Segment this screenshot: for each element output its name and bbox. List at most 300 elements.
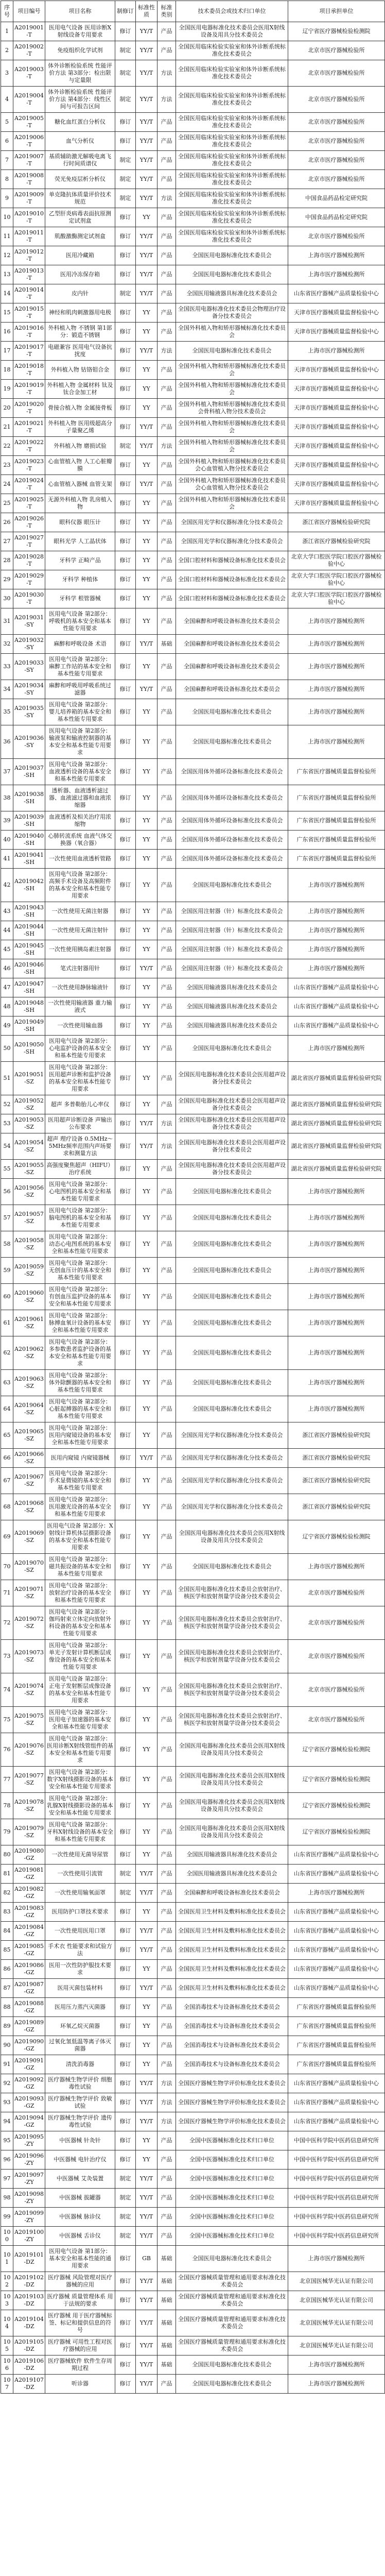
cell-index: 85 [1, 1941, 13, 1960]
cell-revision-type: 修订 [115, 635, 136, 654]
cell-undertaking-unit: 浙江省医疗器械检验研究院 [288, 1468, 385, 1494]
cell-index: 88 [1, 1998, 13, 2017]
cell-technical-committee: 全国医用电器标准化技术委员会 [176, 1179, 288, 1205]
table-row [1, 902, 385, 921]
cell-technical-committee: 全国外科植入物和矫形器械标准化技术委员会心血管植入物分技术委员会 [176, 456, 288, 475]
cell-standard-nature: YY/T [136, 41, 157, 60]
cell-technical-committee: 全国外科植入物和矫形器械标准化技术委员会 [176, 380, 288, 399]
cell-standard-category: 产品 [157, 1095, 176, 1114]
cell-revision-type: 修订 [115, 132, 136, 151]
cell-index: 69 [1, 1520, 13, 1554]
cell-revision-type: 修订 [115, 1640, 136, 1673]
cell-undertaking-unit: 浙江省医疗器械检验研究院 [288, 1494, 385, 1520]
cell-project-code: A2019006-T [13, 132, 45, 151]
table-row [1, 246, 385, 265]
table-row [1, 2208, 385, 2227]
table-row [1, 997, 385, 1016]
cell-standard-nature: YY/T [136, 2112, 157, 2131]
cell-standard-category: 基础 [157, 2272, 176, 2291]
table-row [1, 1606, 385, 1640]
cell-project-code: A2019047-SH [13, 978, 45, 997]
cell-revision-type: 修订 [115, 1036, 136, 1062]
cell-standard-nature: YY/T [136, 2336, 157, 2355]
cell-project-code: A2019012-T [13, 246, 45, 265]
table-row [1, 2017, 385, 2036]
cell-index: 24 [1, 475, 13, 494]
cell-undertaking-unit: 天津市医疗器械质量监督检验中心 [288, 323, 385, 342]
cell-project-name: 一次性使用输氧面罩 [45, 1884, 115, 1903]
cell-standard-nature: YY [136, 361, 157, 380]
cell-undertaking-unit: 上海市医疗器械检测所 [288, 2375, 385, 2394]
cell-project-name: 医用电气设备 第2部分：乳腺X射线摄影设备的基本安全和基本性能专用要求 [45, 1793, 115, 1819]
cell-project-code: A2019042-SH [13, 869, 45, 902]
cell-technical-committee: 全国医用光学和仪器标准化分技术委员会 [176, 1494, 288, 1520]
cell-project-name: 一次性使用医用口罩 [45, 1922, 115, 1941]
cell-index: 64 [1, 1396, 13, 1422]
cell-undertaking-unit: 北京市医疗器械检验所 [288, 132, 385, 151]
cell-standard-nature: YY/T [136, 132, 157, 151]
cell-project-code: A2019014-T [13, 284, 45, 303]
cell-technical-committee: 全国口腔材料和器械设备标准化技术委员会 [176, 589, 288, 608]
cell-undertaking-unit: 天津市医疗器械质量监督检验中心 [288, 456, 385, 475]
cell-standard-nature: YY/T [136, 60, 157, 87]
cell-project-code: A2019098-ZY [13, 2189, 45, 2208]
cell-technical-committee: 全国医用电器标准化技术委员会 [176, 1396, 288, 1422]
cell-project-code: A2019035-SY [13, 699, 45, 725]
cell-technical-committee: 全国医用体外循环设备标准化技术委员会 [176, 759, 288, 785]
table-row [1, 1133, 385, 1160]
cell-technical-committee: 全国医疗器械生物学评价标准化技术委员会 [176, 2093, 288, 2112]
cell-index: 47 [1, 978, 13, 997]
cell-standard-category: 产品 [157, 2036, 176, 2055]
cell-index: 20 [1, 399, 13, 418]
cell-standard-nature: YY/T [136, 284, 157, 303]
cell-revision-type: 修订 [115, 2055, 136, 2074]
cell-standard-nature: YY [136, 1205, 157, 1231]
cell-undertaking-unit: 辽宁省医疗器械检验检测院 [288, 1520, 385, 1554]
cell-project-code: A2019087-GZ [13, 1979, 45, 1998]
cell-project-code: A2019091-GZ [13, 2055, 45, 2074]
cell-standard-category: 方法 [157, 2093, 176, 2112]
cell-technical-committee: 全国医用电器标准化技术委员会 [176, 869, 288, 902]
table-row [1, 680, 385, 699]
cell-project-name: 一次性使用无菌导尿管 [45, 1845, 115, 1865]
cell-index: 82 [1, 1884, 13, 1903]
cell-project-name: 医用灭菌包装材料 [45, 1979, 115, 1998]
cell-project-name: 医用电气设备 第2部分：心电监护设备的基本安全和基本性能专用要求 [45, 1036, 115, 1062]
cell-project-code: A2019053-SZ [13, 1114, 45, 1133]
cell-undertaking-unit: 上海市医疗器械检测所 [288, 2355, 385, 2375]
cell-index: 51 [1, 1062, 13, 1095]
cell-standard-category: 产品 [157, 284, 176, 303]
table-row [1, 1998, 385, 2017]
cell-project-name: 医用电气设备 第2部分：脉搏血氧计设备的基本安全和基本性能专用要求 [45, 1310, 115, 1336]
cell-project-name: 医用电气设备 医用诊断X射线设备专用要求 [45, 22, 115, 41]
cell-revision-type: 修订 [115, 2272, 136, 2291]
cell-undertaking-unit: 北京大学口腔医学院口腔医疗器械检验中心 [288, 551, 385, 570]
cell-standard-category: 产品 [157, 41, 176, 60]
table-row [1, 87, 385, 113]
cell-index: 43 [1, 902, 13, 921]
table-row [1, 570, 385, 589]
cell-technical-committee: 全国消毒技术与设备标准化技术委员会 [176, 1998, 288, 2017]
table-row [1, 132, 385, 151]
cell-standard-category: 方法 [157, 60, 176, 87]
cell-index: 97 [1, 2170, 13, 2189]
cell-project-name: 医用电气设备 第2部分：放射治疗设备的基本安全和基本性能专用要求 [45, 1580, 115, 1606]
table-row [1, 1095, 385, 1114]
cell-standard-category: 产品 [157, 1284, 176, 1310]
cell-project-name: 医用电气设备 第2部分：医用诊断X射线管组件的基本安全和基本性能专用要求 [45, 1733, 115, 1767]
cell-revision-type: 修订 [115, 1422, 136, 1449]
cell-revision-type: 修订 [115, 1336, 136, 1370]
cell-project-code: A2019007-T [13, 151, 45, 170]
cell-standard-nature: YY [136, 921, 157, 940]
cell-index: 48 [1, 997, 13, 1016]
cell-standard-category: 产品 [157, 850, 176, 869]
cell-standard-nature: YY [136, 208, 157, 227]
cell-standard-nature: YY/T [136, 2272, 157, 2291]
cell-undertaking-unit: 广东省医疗器械质量监督检验所 [288, 2055, 385, 2074]
cell-technical-committee: 全国医用电器标准化技术委员会 [176, 1036, 288, 1062]
cell-index: 18 [1, 361, 13, 380]
cell-undertaking-unit: 辽宁省医疗器械检验检测院 [288, 1793, 385, 1819]
cell-standard-nature: YY [136, 1554, 157, 1580]
cell-project-name: 医用电气设备 第2部分：麻醉工作站的基本安全和基本性能专用要求 [45, 654, 115, 680]
table-row [1, 959, 385, 978]
cell-revision-type: 修订 [115, 940, 136, 959]
cell-technical-committee: 全国医用临床检验实验室和体外诊断系统标准化技术委员会 [176, 41, 288, 60]
cell-project-code: A2019050-SH [13, 1036, 45, 1062]
cell-revision-type: 修订 [115, 589, 136, 608]
cell-project-name: 医用电气设备 第2部分：牙科X射线设备的基本安全和基本性能专用要求 [45, 1819, 115, 1845]
cell-undertaking-unit: 广东省医疗器械质量监督检验所 [288, 2017, 385, 2036]
table-row [1, 1733, 385, 1767]
cell-index: 89 [1, 2017, 13, 2036]
cell-technical-committee: 全国医疗器械生物学评价标准化技术委员会 [176, 2112, 288, 2131]
cell-standard-nature: YY/T [136, 2208, 157, 2227]
cell-undertaking-unit: 天津市医疗器械质量监督检验中心 [288, 303, 385, 323]
cell-project-code: A2019093-GZ [13, 2093, 45, 2112]
cell-project-code: A2019008-T [13, 170, 45, 189]
cell-index: 4 [1, 87, 13, 113]
cell-standard-category: 产品 [157, 1396, 176, 1422]
cell-standard-nature: YY [136, 1336, 157, 1370]
cell-revision-type: 制定 [115, 170, 136, 189]
cell-technical-committee: 全国外科植入物和矫形器械标准化技术委员会 [176, 361, 288, 380]
cell-index: 100 [1, 2227, 13, 2246]
cell-project-code: A2019018-T [13, 361, 45, 380]
cell-standard-category: 产品 [157, 2017, 176, 2036]
cell-technical-committee: 全国医用电器标准化技术委员会医用X射线设备及用具分技术委员会 [176, 1819, 288, 1845]
cell-standard-category: 产品 [157, 959, 176, 978]
cell-undertaking-unit: 上海市医疗器械检测所 [288, 1258, 385, 1284]
cell-standard-category: 产品 [157, 2131, 176, 2150]
cell-technical-committee: 全国医用临床检验实验室和体外诊断系统标准化技术委员会 [176, 151, 288, 170]
cell-revision-type: 修订 [115, 227, 136, 246]
cell-project-code: A2019083-GZ [13, 1903, 45, 1922]
cell-project-name: 电磁兼容 医用电气设备抗扰度 [45, 342, 115, 361]
cell-undertaking-unit: 上海市医疗器械检测所 [288, 699, 385, 725]
cell-undertaking-unit: 山东省医疗器械产品质量检验中心 [288, 978, 385, 997]
cell-technical-committee: 全国医疗器械质量管理和通用要求标准化技术委员会 [176, 2310, 288, 2336]
cell-technical-committee: 全国外科植入物和矫形器械标准化技术委员会 [176, 418, 288, 437]
cell-project-code: A2019104-DZ [13, 2310, 45, 2336]
cell-technical-committee: 全国医用电器标准化技术委员会 [176, 1258, 288, 1284]
cell-revision-type: 制定 [115, 1884, 136, 1903]
table-row [1, 189, 385, 208]
cell-technical-committee: 全国中医器械标准化技术归口单位 [176, 2208, 288, 2227]
table-row [1, 978, 385, 997]
cell-revision-type: 修订 [115, 654, 136, 680]
cell-project-code: A2019029-T [13, 570, 45, 589]
table-row [1, 1580, 385, 1606]
cell-standard-category: 基础 [157, 635, 176, 654]
cell-standard-nature: YY/T [136, 342, 157, 361]
cell-standard-category: 产品 [157, 1554, 176, 1580]
cell-project-name: 医用电气设备 第2部分：单光子发射计算机断层成像设备的基本安全和基本性能专用要求 [45, 1640, 115, 1673]
cell-standard-category: 产品 [157, 1941, 176, 1960]
cell-technical-committee: 全国医用光学和仪器标准化分技术委员会 [176, 1449, 288, 1468]
cell-index: 17 [1, 342, 13, 361]
cell-standard-category: 产品 [157, 1819, 176, 1845]
cell-project-name: 一次性使用无菌注射器 [45, 902, 115, 921]
cell-index: 63 [1, 1370, 13, 1396]
cell-undertaking-unit: 山东省医疗器械产品质量检验中心 [288, 2112, 385, 2131]
cell-project-name: 透析器、血液透析滤过器、血液滤过器和血液浓缩器 [45, 785, 115, 811]
cell-project-code: A2019101-DZ [13, 2246, 45, 2272]
cell-technical-committee: 全国医用电器标准化技术委员会放射治疗、核医学和放射剂量学设备分技术委员会 [176, 1673, 288, 1707]
cell-standard-nature: YY/T [136, 2074, 157, 2093]
cell-standard-category: 产品 [157, 1979, 176, 1998]
cell-undertaking-unit: 湖北省医疗器械质量监督检验研究院 [288, 1133, 385, 1160]
table-row [1, 869, 385, 902]
cell-project-name: 听诊器 [45, 2375, 115, 2394]
cell-technical-committee: 全国医用电器标准化技术委员会医用X射线设备及用具分技术委员会 [176, 1767, 288, 1793]
cell-undertaking-unit: 北京市医疗器械检验所 [288, 1580, 385, 1606]
cell-project-code: A2019067-SZ [13, 1468, 45, 1494]
cell-revision-type: 修订 [115, 1370, 136, 1396]
cell-project-name: 医用电气设备 第2部分：X射线计算机体层摄影设备的基本安全和基本性能专用要求 [45, 1520, 115, 1554]
table-row [1, 921, 385, 940]
cell-standard-category: 产品 [157, 1336, 176, 1370]
cell-revision-type: 修订 [115, 513, 136, 532]
cell-index: 54 [1, 1133, 13, 1160]
cell-project-name: 中医器械 针灸针 [45, 2131, 115, 2150]
cell-project-name: 乙型肝炎病毒表面抗原测定试剂盒 [45, 208, 115, 227]
cell-standard-category: 产品 [157, 1310, 176, 1336]
table-row [1, 1979, 385, 1998]
cell-revision-type: 修订 [115, 680, 136, 699]
cell-project-code: A2019054-SZ [13, 1133, 45, 1160]
table-row [1, 1422, 385, 1449]
cell-revision-type: 修订 [115, 342, 136, 361]
cell-project-code: A2019044-SH [13, 921, 45, 940]
cell-technical-committee: 全国医用注射器（针）标准化技术委员会 [176, 902, 288, 921]
cell-project-name: 免疫组织化学试剂 [45, 41, 115, 60]
cell-standard-nature: YY [136, 303, 157, 323]
table-row [1, 208, 385, 227]
cell-technical-committee: 全国医用临床检验实验室和体外诊断系统标准化技术委员会 [176, 170, 288, 189]
cell-project-name: 牙科学 种植体 [45, 570, 115, 589]
cell-project-code: A2019105-DZ [13, 2336, 45, 2355]
cell-standard-category: 产品 [157, 303, 176, 323]
cell-project-name: 超声 多普勒胎儿心率仪 [45, 1095, 115, 1114]
cell-index: 34 [1, 680, 13, 699]
cell-standard-nature: YY [136, 654, 157, 680]
cell-project-code: A2019060-SZ [13, 1284, 45, 1310]
cell-standard-category: 产品 [157, 494, 176, 513]
cell-project-name: 血气分析仪 [45, 132, 115, 151]
cell-standard-nature: YY [136, 1640, 157, 1673]
cell-revision-type: 修订 [115, 2112, 136, 2131]
cell-technical-committee: 全国医用电器标准化技术委员会医用超声设备分技术委员会 [176, 1133, 288, 1160]
cell-index: 66 [1, 1449, 13, 1468]
cell-standard-nature: YY [136, 940, 157, 959]
cell-project-name: 糖化血红蛋白分析仪 [45, 113, 115, 132]
cell-standard-nature: YY [136, 1422, 157, 1449]
cell-revision-type: 修订 [115, 1231, 136, 1258]
cell-revision-type: 修订 [115, 1062, 136, 1095]
cell-undertaking-unit: 上海市医疗器械检测所 [288, 921, 385, 940]
cell-project-name: 医用防护口罩技术要求 [45, 1903, 115, 1922]
cell-standard-category: 产品 [157, 2227, 176, 2246]
cell-standard-nature: YY/T [136, 1114, 157, 1133]
table-row [1, 323, 385, 342]
cell-technical-committee: 全国中医器械标准化技术归口单位 [176, 2170, 288, 2189]
cell-index: 72 [1, 1606, 13, 1640]
cell-project-code: A2019076-SZ [13, 1733, 45, 1767]
cell-standard-nature: YY [136, 513, 157, 532]
cell-standard-nature: YY [136, 380, 157, 399]
cell-standard-nature: YY/T [136, 2291, 157, 2310]
cell-technical-committee: 全国医用电器标准化技术委员会 [176, 1336, 288, 1370]
cell-standard-category: 产品 [157, 361, 176, 380]
cell-technical-committee: 全国中医器械标准化技术归口单位 [176, 2131, 288, 2150]
cell-standard-nature: YY/T [136, 265, 157, 284]
cell-revision-type: 修订 [115, 1396, 136, 1422]
cell-index: 87 [1, 1979, 13, 1998]
cell-index: 103 [1, 2291, 13, 2310]
cell-project-code: A2019061-SZ [13, 1310, 45, 1336]
cell-revision-type: 修订 [115, 902, 136, 921]
cell-standard-category: 产品 [157, 978, 176, 997]
cell-standard-category: 产品 [157, 1179, 176, 1205]
header-standard-nature: 标准性质 [136, 1, 157, 22]
cell-project-code: A2019107-DZ [13, 2375, 45, 2394]
cell-revision-type: 制定 [115, 60, 136, 87]
cell-project-name: 医用电气设备 第2部分：医用超声诊断和监护设备的基本安全和基本性能专用要求 [45, 1062, 115, 1095]
cell-standard-nature: YY [136, 1494, 157, 1520]
cell-undertaking-unit: 北京大学口腔医学院口腔医疗器械检验中心 [288, 589, 385, 608]
cell-project-code: A2019068-SZ [13, 1494, 45, 1520]
cell-standard-category: 基础 [157, 2291, 176, 2310]
table-row [1, 1258, 385, 1284]
cell-standard-category: 方法 [157, 1114, 176, 1133]
cell-standard-nature: YY [136, 902, 157, 921]
cell-revision-type: 制定 [115, 284, 136, 303]
cell-standard-nature: YY [136, 1520, 157, 1554]
cell-index: 29 [1, 570, 13, 589]
cell-standard-nature: YY/T [136, 475, 157, 494]
cell-project-name: 医用一次性防护服技术要求 [45, 1960, 115, 1979]
cell-revision-type: 修订 [115, 456, 136, 475]
cell-revision-type: 修订 [115, 1205, 136, 1231]
cell-index: 70 [1, 1554, 13, 1580]
cell-revision-type: 修订 [115, 2355, 136, 2375]
cell-revision-type: 修订 [115, 2310, 136, 2336]
cell-technical-committee: 全国医用电器标准化技术委员会 [176, 699, 288, 725]
cell-project-code: A2019064-SZ [13, 1396, 45, 1422]
cell-revision-type: 修订 [115, 551, 136, 570]
cell-technical-committee: 全国医用电器标准化技术委员会 [176, 1205, 288, 1231]
cell-standard-nature: YY [136, 323, 157, 342]
cell-undertaking-unit: 北京市医疗器械检验所 [288, 113, 385, 132]
cell-undertaking-unit: 上海市医疗器械检测所 [288, 940, 385, 959]
cell-undertaking-unit: 中国食品药品检定研究院 [288, 208, 385, 227]
header-project-name: 项目名称 [45, 1, 115, 22]
cell-undertaking-unit: 山东省医疗器械产品质量检验中心 [288, 1960, 385, 1979]
cell-index: 19 [1, 380, 13, 399]
cell-project-code: A2019100-ZY [13, 2227, 45, 2246]
cell-project-code: A2019045-SH [13, 940, 45, 959]
cell-index: 12 [1, 246, 13, 265]
cell-standard-nature: YY [136, 399, 157, 418]
cell-project-code: A2019033-SY [13, 654, 45, 680]
cell-undertaking-unit: 湖北省医疗器械质量监督检验研究院 [288, 1114, 385, 1133]
cell-project-name: 外科植入物 磨损试验 [45, 437, 115, 456]
cell-standard-nature: YY/T [136, 2093, 157, 2112]
cell-standard-nature: YY [136, 2131, 157, 2150]
cell-project-code: A2019043-SH [13, 902, 45, 921]
cell-project-name: 医用电气设备 第2部分：多参数患者监护设备的基本安全和基本性能专用要求 [45, 1336, 115, 1370]
table-row [1, 1640, 385, 1673]
table-row [1, 1707, 385, 1733]
cell-revision-type: 修订 [115, 1095, 136, 1114]
cell-project-name: 一次性使用血液透析管路 [45, 850, 115, 869]
cell-undertaking-unit: 中国中医科学院中医药信息研究所 [288, 2227, 385, 2246]
cell-undertaking-unit: 上海市医疗器械检测所 [288, 654, 385, 680]
cell-standard-nature: YY/T [136, 189, 157, 208]
cell-standard-category: 产品 [157, 1468, 176, 1494]
cell-technical-committee: 全国医用卫生材料及敷料标准化技术委员会 [176, 1979, 288, 1998]
cell-project-name: 手术衣 性能要求和试验方法 [45, 1941, 115, 1960]
cell-project-name: 笔式注射器用针 [45, 959, 115, 978]
cell-standard-category: 产品 [157, 1793, 176, 1819]
cell-project-code: A2019084-GZ [13, 1922, 45, 1941]
cell-undertaking-unit: 山东省医疗器械产品质量检验中心 [288, 2093, 385, 2112]
cell-index: 28 [1, 551, 13, 570]
cell-project-code: A2019030-T [13, 589, 45, 608]
cell-standard-nature: YY [136, 831, 157, 850]
cell-project-name: 肌酸激酶测定试剂盒 [45, 227, 115, 246]
table-row [1, 1310, 385, 1336]
cell-index: 73 [1, 1640, 13, 1673]
cell-revision-type: 修订 [115, 869, 136, 902]
cell-project-name: 荧光免疫层析分析仪 [45, 170, 115, 189]
cell-revision-type: 修订 [115, 1580, 136, 1606]
cell-technical-committee: 全国医用输液器具标准化技术委员会 [176, 284, 288, 303]
cell-standard-category: 产品 [157, 869, 176, 902]
cell-project-name: 医用电气设备 第2部分：心脏起搏器的基本安全和基本性能专用要求 [45, 1396, 115, 1422]
cell-undertaking-unit: 天津市医疗器械质量监督检验中心 [288, 437, 385, 456]
cell-index: 50 [1, 1036, 13, 1062]
cell-standard-nature: YY [136, 532, 157, 551]
cell-standard-category: 产品 [157, 570, 176, 589]
cell-project-code: A2019088-GZ [13, 1998, 45, 2017]
cell-index: 94 [1, 2112, 13, 2131]
cell-standard-category: 产品 [157, 902, 176, 921]
